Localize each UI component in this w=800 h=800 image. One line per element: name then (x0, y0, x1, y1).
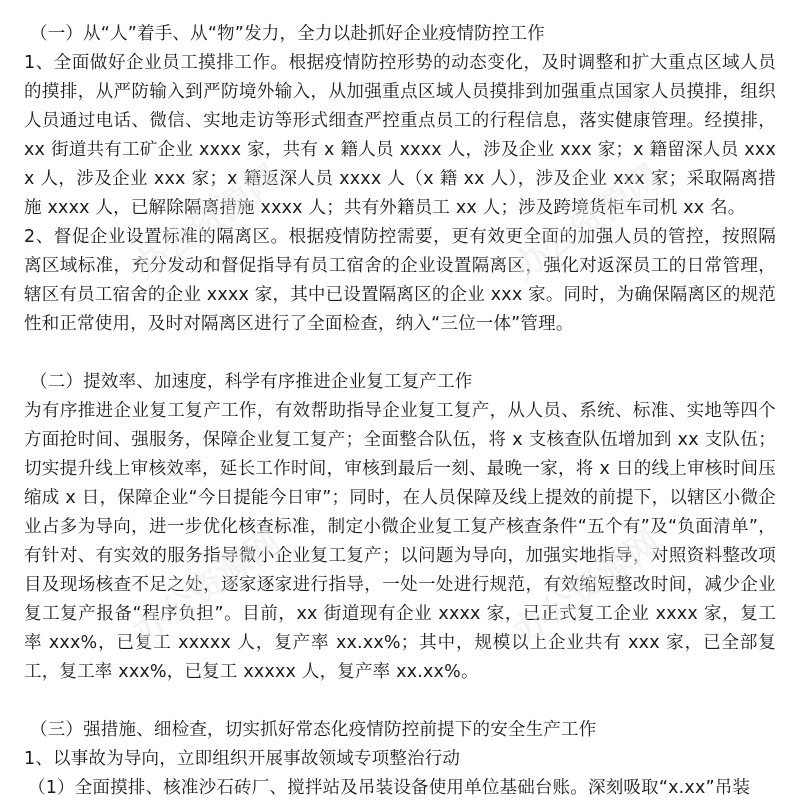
watermark: 办公资源网 (505, 522, 669, 653)
watermark: 办公资源网 (505, 157, 669, 288)
watermark: 办公资源网 (125, 522, 289, 653)
section-1-heading: （一）从“人”着手、从“物”发力，全力以赴抓好企业疫情防控工作 (30, 24, 545, 44)
section-spacer (24, 339, 776, 368)
section-1-item-2: 2、督促企业设置标准的隔离区。根据疫情防控需要，更有效更全面的加强人员的管控，按照隔离区域标准，充分发动和督促指导有员工宿舍的企业设置隔离区，强化对返深员工的日常管理，辖区有员工宿舍的企业 xxxx 家，其中已设置隔离区的企业 xxx 家。同时，为确保隔离区的规范性和正常使用，及时对隔离区进行了全面检查，纳入“三位一体”管理。 (24, 227, 776, 334)
section-3-heading: （三）强措施、细检查，切实抓好常态化疫情防控前提下的安全生产工作 (30, 720, 597, 740)
section-2-heading: （二）提效率、加速度，科学有序推进企业复工复产工作 (30, 372, 473, 392)
section-3-item-1: 1、以事故为导向，立即组织开展事故领域专项整治行动 (24, 749, 461, 769)
section-2-body: 为有序推进企业复工复产工作，有效帮助指导企业复工复产，从人员、系统、标准、实地等四个方面抢时间、强服务，保障企业复工复产；全面整合队伍，将 x 支核查队伍增加到 xx 支队伍；切实提升线上审核效率，延长工作时间，审核到最后一刻、最晚一家，将 x 日的线上审核时间压缩成 x 日，保障企业“今日提能今日审”；同时，在人员保障及线上提效的前提下，以辖区小微企业占多为导向，进一步优化核查标准，制定小微企业复工复产核查条件“五个有”及“负面清单”，有针对、有实效的服务指导微小企业复工复产；以问题为导向，加强实地指导，对照资料整改项目及现场核查不足之处，逐家逐家进行指导，一处一处进行规范，有效缩短整改时间，减少企业复工复产报备“程序负担”。目前，xx 街道现有企业 xxxx 家，已正式复工企业 xxxx 家，复工率 xxx%，已复工 xxxxx 人，复产率 xx.xx%；其中，规模以上企业共有 xxx 家，已全部复工，复工率 xxx%，已复工 xxxxx 人，复产率 xx.xx%。 (24, 401, 776, 682)
section-3-sub-item-1: （1）全面摸排、核准沙石砖厂、搅拌站及吊装设备使用单位基础台账。深刻吸取“x.xx”吊装 (28, 778, 751, 798)
section-spacer (24, 687, 776, 716)
watermark: 办公资源网 (125, 157, 289, 288)
section-1-item-1: 1、全面做好企业员工摸排工作。根据疫情防控形势的动态变化，及时调整和扩大重点区域人员的摸排，从严防输入到严防境外输入，从加强重点区域人员摸排到加强重点国家人员摸排，组织人员通过电话、微信、实地走访等形式细查严控重点员工的行程信息，落实健康管理。经摸排，xx 街道共有工矿企业 xxxx 家，共有 x 籍人员 xxxx 人，涉及企业 xxx 家；x 籍留深人员 xxxx 人，涉及企业 xxx 家；x 籍返深人员 xxxx 人（x 籍 xx 人），涉及企业 xxx 家；采取隔离措施 xxxx 人，已解除隔离措施 xxxx 人；共有外籍员工 xx 人；涉及跨境货柜车司机 xx 名。 (24, 53, 776, 218)
